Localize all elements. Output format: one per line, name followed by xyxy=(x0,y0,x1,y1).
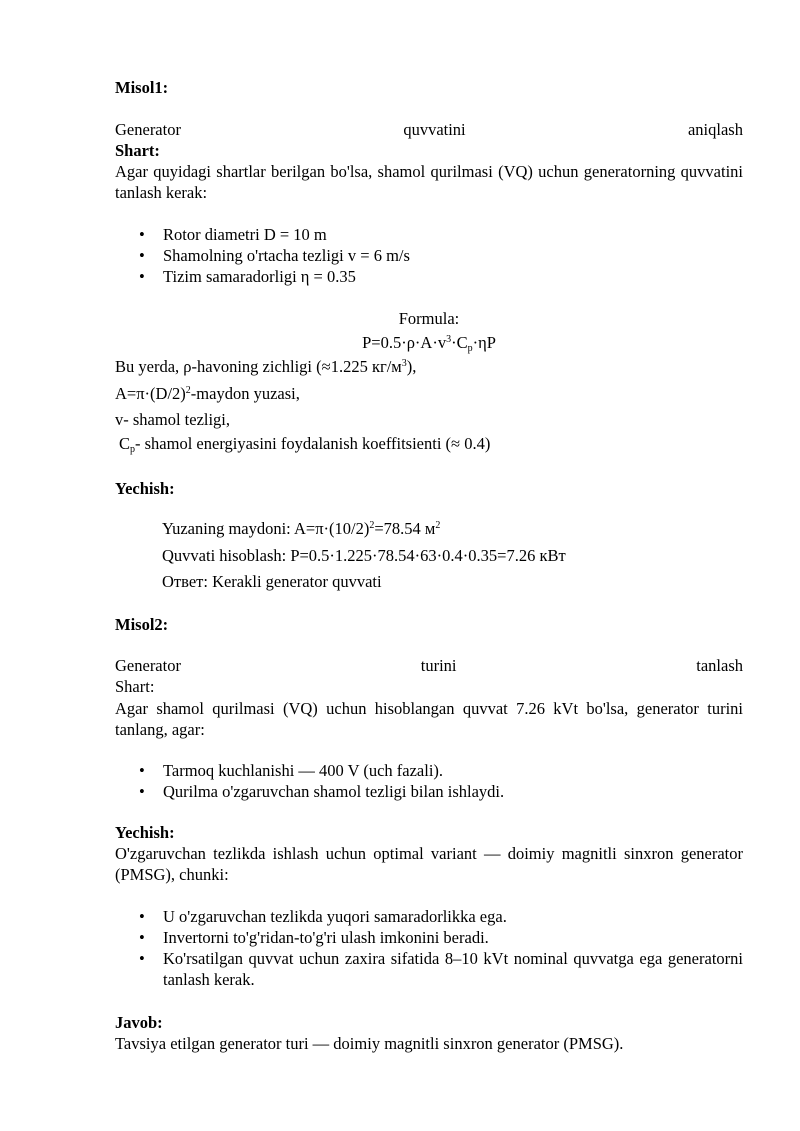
def-text: ), xyxy=(406,357,417,376)
misol2-title-word: turini xyxy=(420,656,457,675)
formula xyxy=(115,332,743,353)
misol2-answer: Tavsiya etilgan generator turi — doimiy magnitli sinxron generator (PMSG). xyxy=(115,1034,624,1053)
definition-cp xyxy=(119,433,747,454)
misol1-title-word: Generator xyxy=(115,120,181,139)
misol2-title-word: Generator xyxy=(115,656,181,675)
def-text: Bu yerda, ρ-havoning zichligi (≈1.225 кг/м xyxy=(115,357,402,376)
misol2-shart-label: Shart: xyxy=(115,677,155,696)
def-sub: p xyxy=(130,444,136,455)
def-sup: 3 xyxy=(401,358,407,369)
sol-text: =78.54 м xyxy=(374,519,436,538)
misol2-yechish-label: Yechish: xyxy=(115,823,175,842)
misol1-yechish-label: Yechish: xyxy=(115,479,175,498)
misol1-intro: Agar quyidagi shartlar berilgan bo'lsa, shamol qurilmasi (VQ) uchun generatorning quvvatini tanlash kerak: xyxy=(115,162,743,202)
solution-power: Quvvati hisoblash: P=0.5·1.225·78.54·63·0.4·0.35=7.26 кВт xyxy=(162,546,566,565)
definition-v: v- shamol tezligi, xyxy=(115,410,231,429)
list-item: • Tizim samaradorligi η = 0.35 xyxy=(115,266,743,287)
definition-area xyxy=(115,383,743,404)
list-item: • Ko'rsatilgan quvvat uchun zaxira sifatida 8–10 kVt nominal quvvatga ega generatorni tanlash kerak. xyxy=(115,948,743,990)
misol1-title-word: aniqlash xyxy=(687,120,743,139)
sol-text: Yuzaning maydoni: A=π·(10/2) xyxy=(162,519,370,538)
list-item: • Shamolning o'rtacha tezligi v = 6 m/s xyxy=(115,245,743,266)
misol1-title-word: quvvatini xyxy=(403,120,466,139)
misol2-javob-label: Javob: xyxy=(115,1013,163,1032)
misol1-heading: Misol1: xyxy=(115,78,169,97)
def-text: A=π·(D/2) xyxy=(115,384,186,403)
list-item: • Qurilma o'zgaruvchan shamol tezligi bilan ishlaydi. xyxy=(115,781,743,802)
list-item: • Tarmoq kuchlanishi — 400 V (uch fazali). xyxy=(115,760,743,781)
misol1-conditions-list xyxy=(115,224,743,287)
formula-sup: 3 xyxy=(446,334,452,345)
def-text: - shamol energiyasini foydalanish koeffitsienti (≈ 0.4) xyxy=(135,434,491,453)
list-item: • Rotor diametri D = 10 m xyxy=(115,224,743,245)
def-text: C xyxy=(119,434,131,453)
misol2-title-word: tanlash xyxy=(696,656,743,675)
def-sup: 2 xyxy=(185,385,191,396)
sol-sup: 2 xyxy=(435,520,441,531)
formula-sub: p xyxy=(467,343,473,354)
misol2-heading: Misol2: xyxy=(115,615,169,634)
solution-area xyxy=(115,518,790,539)
sol-sup: 2 xyxy=(369,520,375,531)
list-item: • Invertorni to'g'ridan-to'g'ri ulash imkonini beradi. xyxy=(115,927,743,948)
misol2-reasons-list xyxy=(115,906,743,990)
formula-text: ·C xyxy=(451,333,468,352)
misol2-intro: Agar shamol qurilmasi (VQ) uchun hisoblangan quvvat 7.26 kVt bo'lsa, generator turini tanlang, agar: xyxy=(115,699,743,739)
misol1-shart-label: Shart: xyxy=(115,141,160,160)
misol2-conditions-list xyxy=(115,760,743,802)
solution-answer: Ответ: Kerakli generator quvvati xyxy=(162,572,382,591)
misol1-title xyxy=(115,119,743,140)
misol2-solution-intro: O'zgaruvchan tezlikda ishlash uchun optimal variant — doimiy magnitli sinxron generator (PMSG), chunki: xyxy=(115,844,743,884)
list-item: • U o'zgaruvchan tezlikda yuqori samaradorlikka ega. xyxy=(115,906,743,927)
def-text: -maydon yuzasi, xyxy=(190,384,300,403)
definition-rho xyxy=(115,356,743,377)
misol2-title xyxy=(115,655,743,676)
formula-label: Formula: xyxy=(398,309,460,328)
formula-text: ·ηP xyxy=(472,333,496,352)
formula-text: P=0.5·ρ·A·v xyxy=(362,333,447,352)
